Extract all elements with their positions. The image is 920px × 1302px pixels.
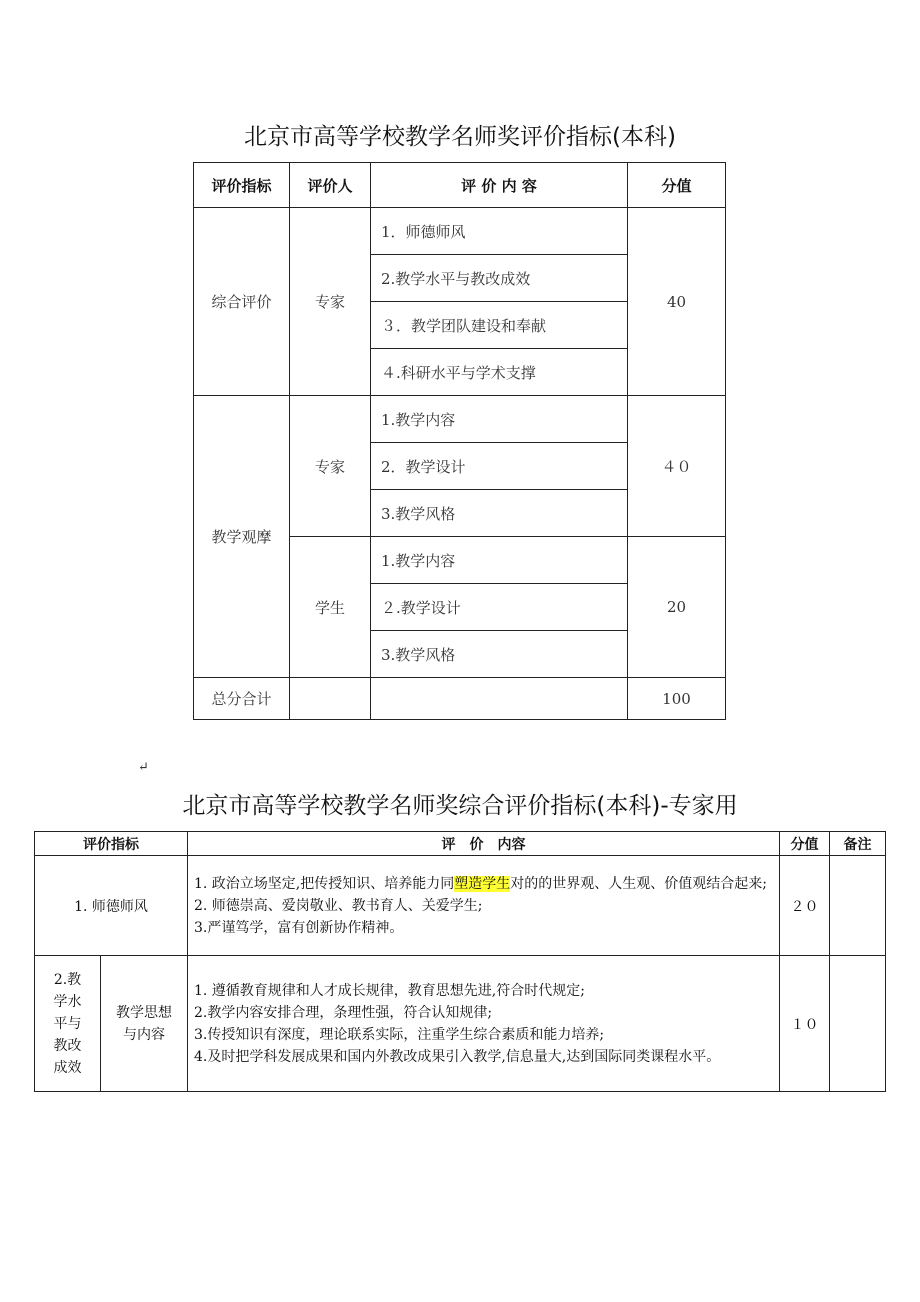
- evaluator-cell: 专家: [290, 396, 371, 537]
- sub-indicator-cell: 教学思想 与内容: [101, 956, 188, 1092]
- content-item: 2.教学水平与教改成效: [371, 255, 628, 302]
- content-line: 2. 师德崇高、爱岗敬业、教书育人、关爱学生;: [194, 897, 483, 914]
- note-cell: [830, 956, 886, 1092]
- indicator-cell: 综合评价: [194, 208, 290, 396]
- header-note: 备注: [830, 832, 886, 856]
- content-item: ４.科研水平与学术支撑: [371, 349, 628, 396]
- content-line: 1. 政治立场坚定,把传授知识、培养能力同塑造学生对的的世界观、人生观、价值观结合起来;: [194, 875, 767, 892]
- empty-cell: [371, 678, 628, 720]
- content-line: 1. 遵循教育规律和人才成长规律，教育思想先进,符合时代规定;: [194, 982, 585, 999]
- content-line: 3.严谨笃学，富有创新协作精神。: [194, 919, 404, 936]
- header-content: 评 价 内容: [188, 832, 780, 856]
- score-cell: １０: [780, 956, 830, 1092]
- content-line: 2.教学内容安排合理，条理性强，符合认知规律;: [194, 1004, 493, 1021]
- content-line: 4.及时把学科发展成果和国内外教改成果引入教学,信息量大,达到国际同类课程水平。: [194, 1048, 721, 1065]
- content-item: ２.教学设计: [371, 584, 628, 631]
- indicator-cell: 教学观摩: [194, 396, 290, 678]
- header-score: 分值: [628, 163, 726, 208]
- score-cell: 40: [628, 208, 726, 396]
- content-item: 1.教学内容: [371, 537, 628, 584]
- header-indicator: 评价指标: [35, 832, 188, 856]
- note-cell: [830, 856, 886, 956]
- header-score: 分值: [780, 832, 830, 856]
- evaluator-cell: 专家: [290, 208, 371, 396]
- score-cell: 20: [628, 537, 726, 678]
- content-item: 3.教学风格: [371, 490, 628, 537]
- content-item: 2．教学设计: [371, 443, 628, 490]
- score-cell: ２０: [780, 856, 830, 956]
- section-title: 北京市高等学校教学名师奖综合评价指标(本科)-专家用: [182, 793, 738, 819]
- content-item: 1．师德师风: [371, 208, 628, 255]
- content-item: ３．教学团队建设和奉献: [371, 302, 628, 349]
- header-content: 评 价 内 容: [371, 163, 628, 208]
- content-item: 1.教学内容: [371, 396, 628, 443]
- header-evaluator: 评价人: [290, 163, 371, 208]
- indicator-cell: 2.教 学水 平与 教改 成效: [35, 956, 101, 1092]
- content-item: 3.教学风格: [371, 631, 628, 678]
- empty-cell: [290, 678, 371, 720]
- indicator-cell: 1. 师德师风: [35, 856, 188, 956]
- evaluator-cell: 学生: [290, 537, 371, 678]
- total-score: 100: [628, 678, 726, 720]
- evaluation-table: [193, 162, 726, 720]
- content-cell: [188, 856, 780, 956]
- highlighted-text: 塑造学生: [454, 875, 511, 892]
- page-title: 北京市高等学校教学名师奖评价指标(本科): [244, 124, 676, 150]
- score-cell: ４０: [628, 396, 726, 537]
- total-label: 总分合计: [194, 678, 290, 720]
- paragraph-mark: ↵: [138, 760, 149, 775]
- content-cell: [188, 956, 780, 1092]
- header-indicator: 评价指标: [194, 163, 290, 208]
- expert-evaluation-table: [34, 831, 886, 1092]
- content-line: 3.传授知识有深度，理论联系实际，注重学生综合素质和能力培养;: [194, 1026, 605, 1043]
